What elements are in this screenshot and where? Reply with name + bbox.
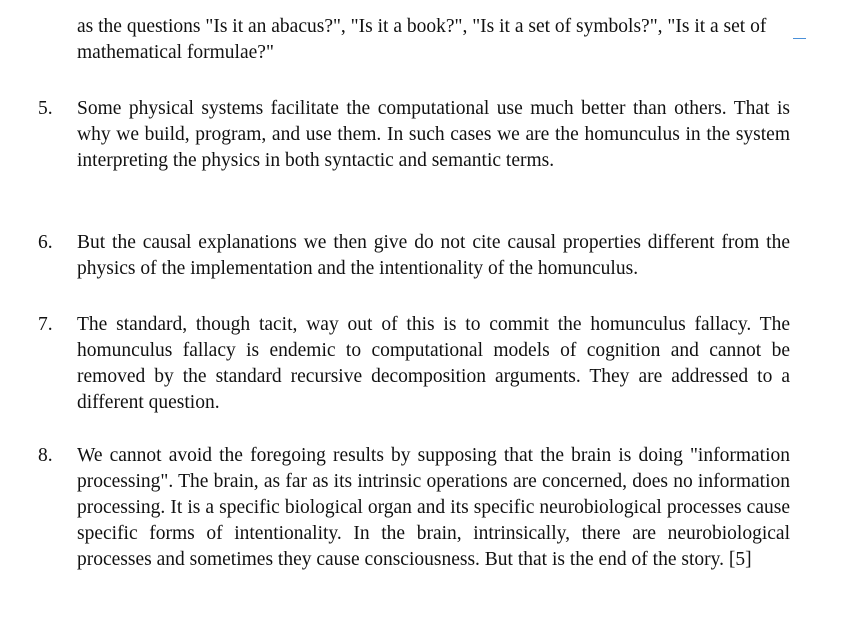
margin-mark	[793, 38, 806, 39]
list-item-6	[38, 230, 790, 282]
list-item-5	[38, 96, 790, 174]
item-number: 6.	[38, 232, 53, 253]
item-number: 5.	[38, 98, 53, 119]
list-item-8	[38, 443, 790, 573]
item-number: 7.	[38, 314, 53, 335]
item-text: We cannot avoid the foregoing results by supposing that the brain is doing "information processing". The brain, as far as its intrinsic operations are concerned, does no information processing. It is a specific biological organ and its specific neurobiological processes cause specific forms of intentionality. In the brain, intrinsically, there are neurobiological processes and sometimes they cause consciousness. But that is the end of the story. [5]	[77, 445, 790, 570]
list-item-7	[38, 312, 790, 416]
continuation-paragraph: as the questions "Is it an abacus?", "Is it a book?", "Is it a set of symbols?", "Is it a set of mathematical formulae?"	[77, 16, 767, 63]
item-text: But the causal explanations we then give do not cite causal properties different from the physics of the implementation and the intentionality of the homunculus.	[77, 232, 790, 279]
item-text: The standard, though tacit, way out of this is to commit the homunculus fallacy. The homunculus fallacy is endemic to computational models of cognition and cannot be removed by the standard recursive decomposition arguments. They are addressed to a different question.	[77, 314, 790, 413]
item-number: 8.	[38, 445, 53, 466]
item-text: Some physical systems facilitate the computational use much better than others. That is why we build, program, and use them. In such cases we are the homunculus in the system interpreting the physics in both syntactic and semantic terms.	[77, 98, 790, 171]
